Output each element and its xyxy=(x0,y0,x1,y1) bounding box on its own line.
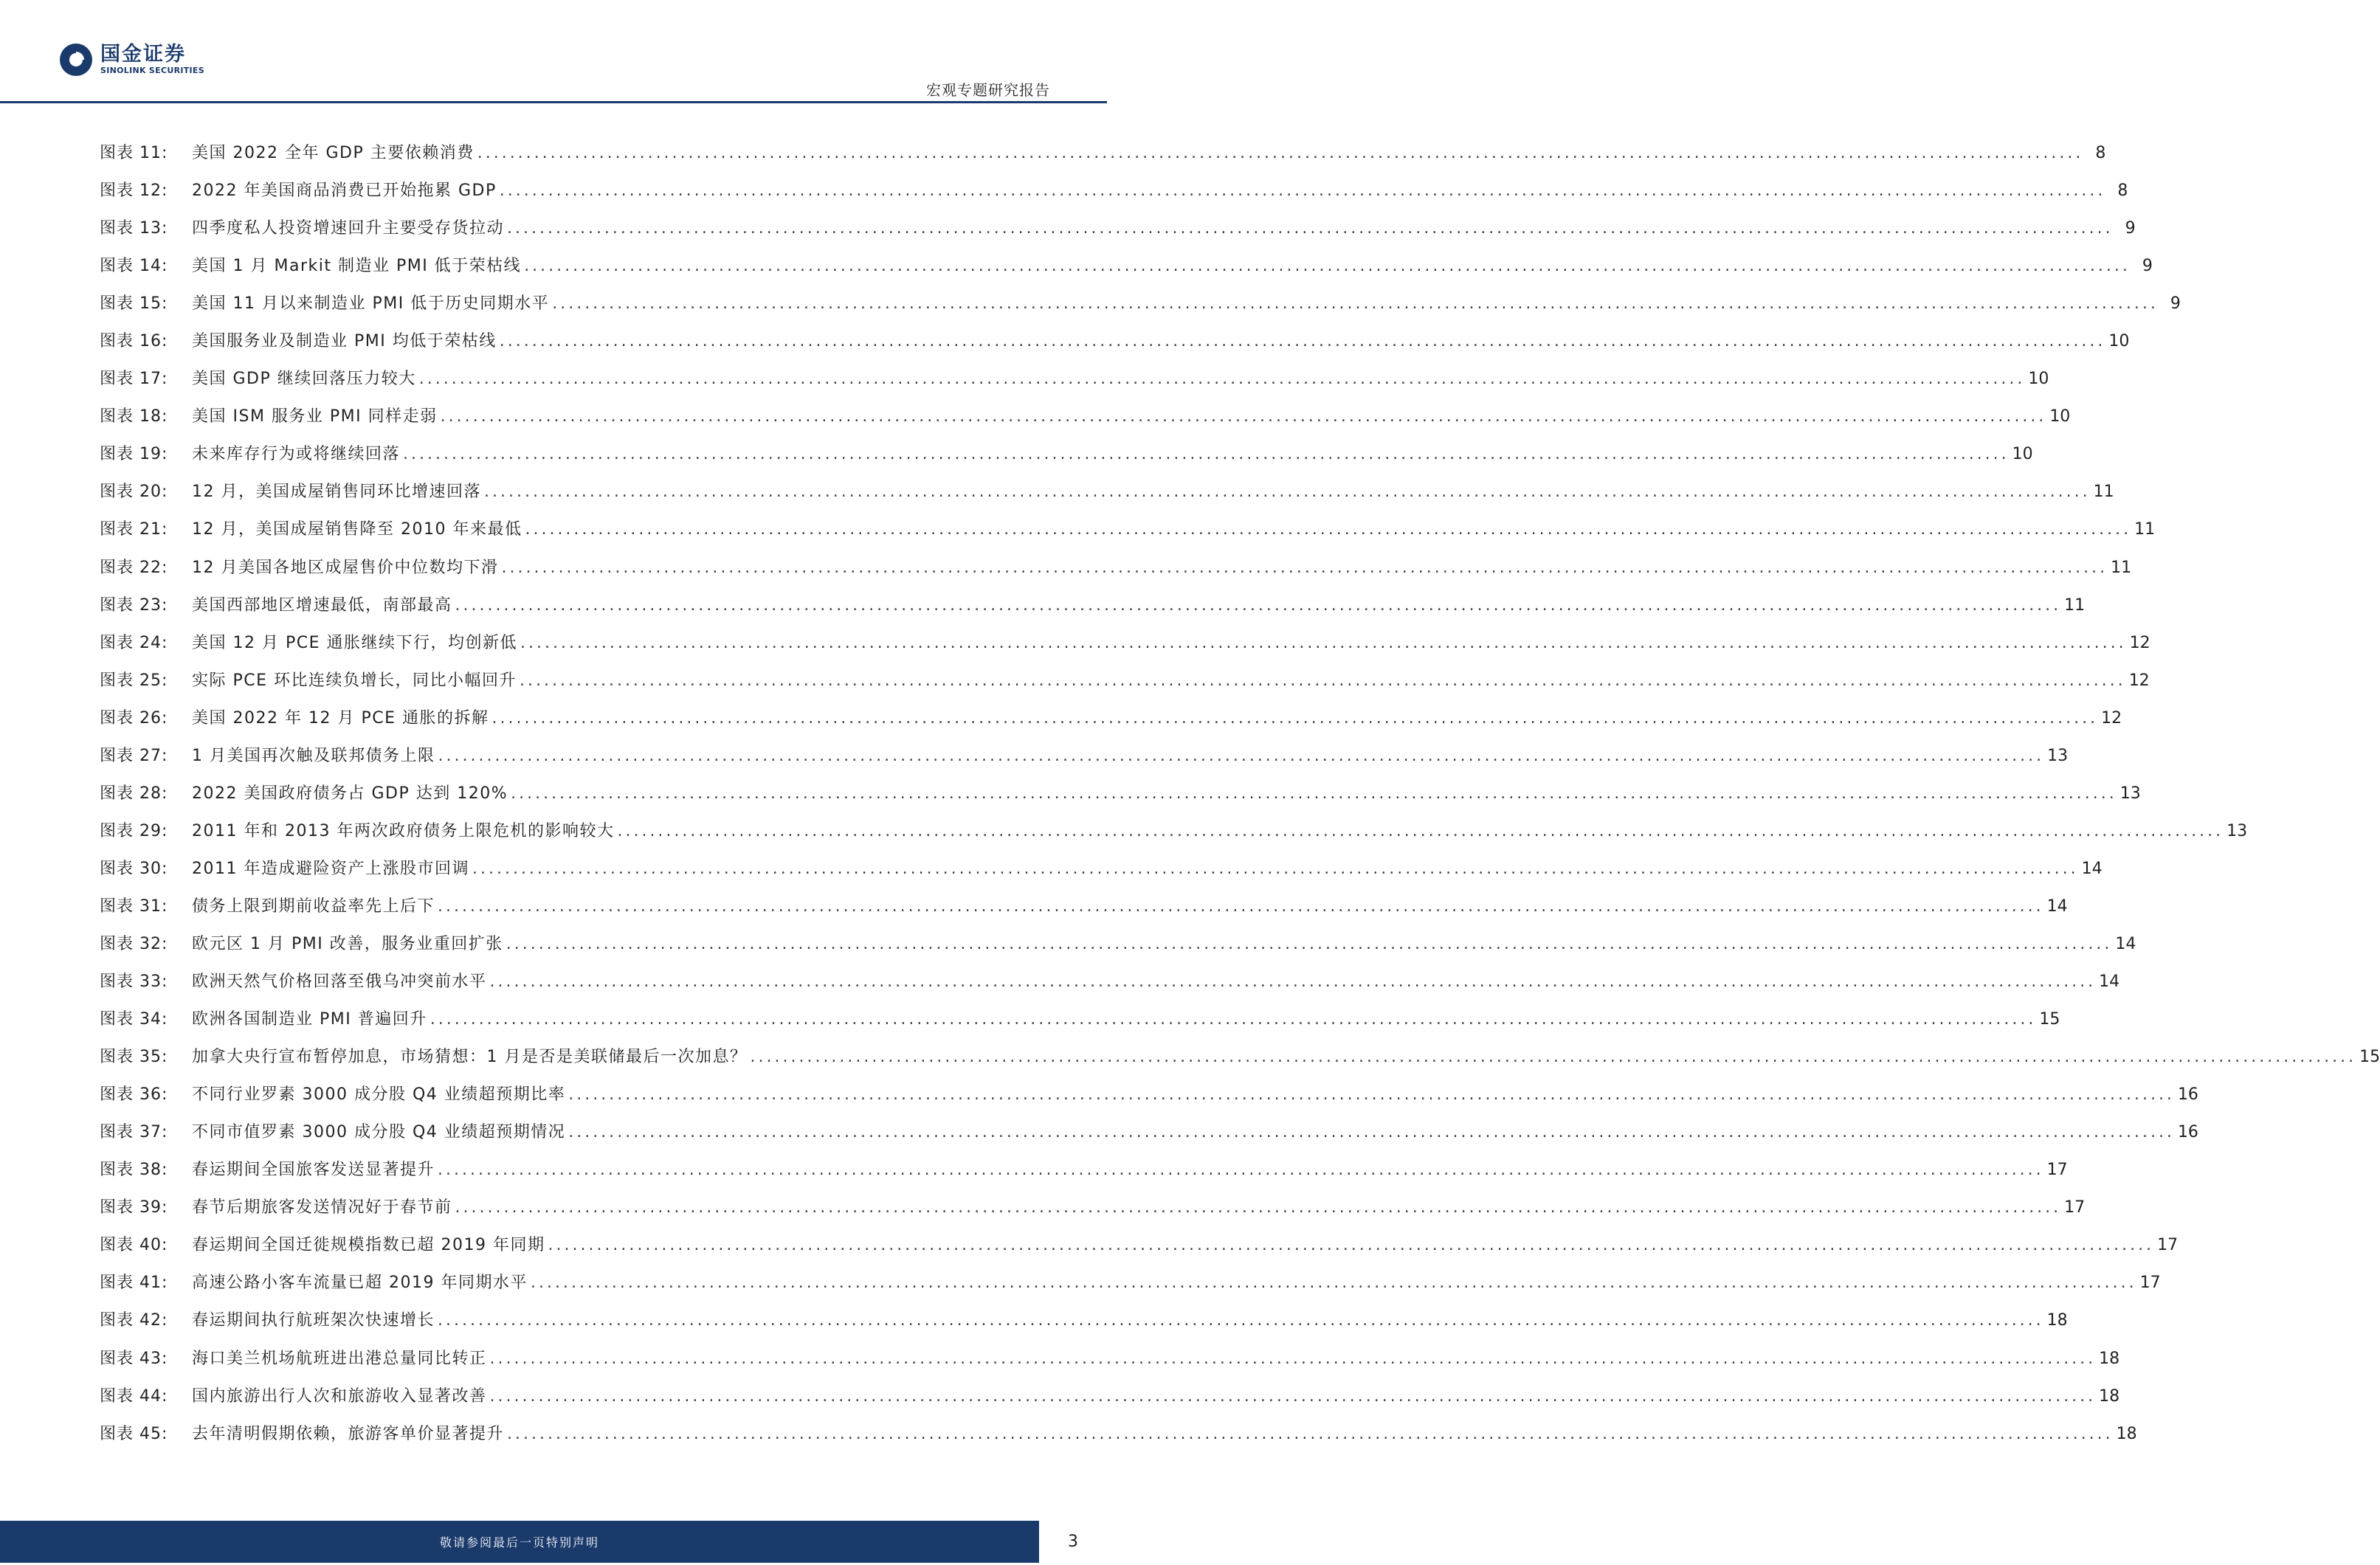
toc-entry-title[interactable]: 加拿大央行宣布暂停加息，市场猜想：1 月是否是美联储最后一次加息？ xyxy=(192,1048,748,1067)
toc-entry[interactable] xyxy=(100,854,2103,892)
header-divider xyxy=(0,101,1107,103)
toc-entry-label: 图表 31: xyxy=(100,896,168,916)
toc-entry-title[interactable]: 美国 ISM 服务业 PMI 同样走弱 xyxy=(192,407,438,426)
toc-entry[interactable] xyxy=(100,1382,2120,1420)
toc-dot-leader xyxy=(441,402,2047,432)
toc-entry-label: 图表 33: xyxy=(100,972,168,992)
toc-entry[interactable] xyxy=(100,1043,2380,1080)
toc-dot-leader xyxy=(520,666,2126,696)
toc-entry-title[interactable]: 12 月美国各地区成屋售价中位数均下滑 xyxy=(192,558,499,577)
logo-english-name: SINOLINK SECURITIES xyxy=(100,66,204,75)
toc-entry-label: 图表 43: xyxy=(100,1349,168,1368)
toc-entry-page[interactable]: 12 xyxy=(2128,671,2150,690)
toc-entry-page[interactable]: 18 xyxy=(2099,1349,2120,1368)
toc-entry-page[interactable]: 8 xyxy=(2095,144,2106,162)
toc-entry-page[interactable]: 18 xyxy=(2046,1311,2068,1330)
toc-entry[interactable] xyxy=(100,365,2049,402)
toc-dot-leader xyxy=(490,967,2097,997)
toc-dot-leader xyxy=(455,1193,2062,1223)
toc-entry-title[interactable]: 实际 PCE 环比连续负增长，同比小幅回升 xyxy=(192,671,517,690)
toc-entry-label: 图表 40: xyxy=(100,1236,168,1255)
logo-chinese-name: 国金证券 xyxy=(100,43,186,66)
toc-entry[interactable] xyxy=(100,289,2181,327)
disclaimer-note: 敬请参阅最后一页特别声明 xyxy=(439,1535,599,1550)
toc-entry-label: 图表 21: xyxy=(100,520,168,539)
toc-entry-page[interactable]: 10 xyxy=(2012,445,2033,464)
toc-entry-page[interactable]: 9 xyxy=(2142,257,2153,276)
toc-entry[interactable] xyxy=(100,1155,2068,1193)
toc-entry-page[interactable]: 14 xyxy=(2099,972,2120,992)
toc-entry[interactable] xyxy=(100,1268,2161,1306)
toc-dot-leader xyxy=(502,553,2108,583)
toc-entry-label: 图表 15: xyxy=(100,294,168,314)
toc-entry-title[interactable]: 美国 2022 年 12 月 PCE 通胀的拆解 xyxy=(192,708,489,728)
toc-entry-label: 图表 22: xyxy=(100,558,168,577)
toc-entry-label: 图表 28: xyxy=(100,784,168,803)
toc-entry[interactable] xyxy=(100,1118,2198,1155)
toc-entry[interactable] xyxy=(100,892,2068,930)
toc-entry[interactable] xyxy=(100,1080,2198,1118)
toc-entry-page[interactable]: 16 xyxy=(2177,1085,2198,1105)
toc-entry[interactable] xyxy=(100,440,2033,477)
toc-entry[interactable] xyxy=(100,666,2150,704)
toc-entry-label: 图表 19: xyxy=(100,445,168,464)
toc-entry-title[interactable]: 美国西部地区增速最低，南部最高 xyxy=(192,595,452,615)
toc-entry-title[interactable]: 美国 1 月 Markit 制造业 PMI 低于荣枯线 xyxy=(192,257,522,276)
toc-entry-title[interactable]: 美国服务业及制造业 PMI 均低于荣枯线 xyxy=(192,332,497,351)
toc-dot-leader xyxy=(438,1306,2044,1336)
toc-entry[interactable] xyxy=(100,967,2120,1005)
toc-entry[interactable] xyxy=(100,402,2071,440)
toc-entry-page[interactable]: 11 xyxy=(2093,483,2114,502)
toc-entry-page[interactable]: 11 xyxy=(2134,520,2156,539)
toc-entry[interactable] xyxy=(100,553,2132,591)
toc-entry-title[interactable]: 美国 11 月以来制造业 PMI 低于历史同期水平 xyxy=(192,294,550,314)
toc-dot-leader xyxy=(438,742,2045,771)
toc-entry-page[interactable]: 17 xyxy=(2157,1236,2179,1255)
toc-entry-label: 图表 39: xyxy=(100,1198,168,1217)
toc-entry-title[interactable]: 2011 年和 2013 年两次政府债务上限危机的影响较大 xyxy=(192,821,615,840)
toc-entry-page[interactable]: 14 xyxy=(2081,859,2103,878)
toc-dot-leader xyxy=(491,704,2098,733)
toc-dot-leader xyxy=(617,817,2224,846)
toc-entry[interactable] xyxy=(100,1005,2060,1043)
toc-entry-title[interactable]: 1 月美国再次触及联邦债务上限 xyxy=(192,746,435,765)
toc-entry-label: 图表 16: xyxy=(100,332,168,351)
toc-entry-title[interactable]: 四季度私人投资增速回升主要受存货拉动 xyxy=(192,219,505,238)
toc-entry-title[interactable]: 2022 年美国商品消费已开始拖累 GDP xyxy=(192,182,497,201)
toc-entry-label: 图表 38: xyxy=(100,1161,168,1180)
toc-entry[interactable] xyxy=(100,817,2248,854)
toc-entry-title[interactable]: 美国 2022 全年 GDP 主要依赖消费 xyxy=(192,144,475,162)
toc-dot-leader xyxy=(507,214,2114,243)
toc-entry-page[interactable]: 9 xyxy=(2125,219,2136,238)
toc-dot-leader xyxy=(511,779,2117,809)
company-logo xyxy=(59,43,204,77)
toc-entry-title[interactable]: 2011 年造成避险资产上涨股市回调 xyxy=(192,859,469,878)
toc-entry-page[interactable]: 11 xyxy=(2064,595,2086,615)
toc-entry-page[interactable]: 15 xyxy=(2359,1048,2380,1067)
toc-entry-page[interactable]: 18 xyxy=(2099,1386,2120,1406)
toc-entry-label: 图表 25: xyxy=(100,671,168,690)
toc-entry-title[interactable]: 欧洲各国制造业 PMI 普遍回升 xyxy=(192,1010,427,1029)
toc-entry-title[interactable]: 美国 12 月 PCE 通胀继续下行，均创新低 xyxy=(192,633,517,652)
toc-entry-label: 图表 45: xyxy=(100,1424,168,1443)
toc-dot-leader xyxy=(524,252,2131,281)
toc-entry-page[interactable]: 9 xyxy=(2170,294,2181,314)
toc-entry-page[interactable]: 11 xyxy=(2111,558,2132,577)
toc-entry[interactable] xyxy=(100,176,2128,214)
toc-dot-leader xyxy=(751,1043,2357,1072)
toc-entry-title[interactable]: 春运期间全国迁徙规模指数已超 2019 年同期 xyxy=(192,1236,545,1255)
report-type: 宏观专题研究报告 xyxy=(926,81,1050,99)
toc-entry-label: 图表 13: xyxy=(100,219,168,238)
toc-entry[interactable] xyxy=(100,591,2086,629)
toc-entry-page[interactable]: 17 xyxy=(2139,1274,2161,1293)
toc-entry[interactable] xyxy=(100,704,2122,742)
toc-dot-leader xyxy=(472,854,2079,884)
toc-entry-label: 图表 24: xyxy=(100,633,168,652)
toc-entry-label: 图表 27: xyxy=(100,746,168,765)
toc-entry-label: 图表 18: xyxy=(100,407,168,426)
toc-entry-label: 图表 35: xyxy=(100,1048,168,1067)
page-header xyxy=(0,0,1107,103)
toc-entry-page[interactable]: 13 xyxy=(2226,821,2248,840)
toc-entry-label: 图表 37: xyxy=(100,1123,168,1142)
toc-entry-title[interactable]: 债务上限到期前收益率先上后下 xyxy=(192,896,435,916)
toc-entry[interactable] xyxy=(100,1420,2137,1457)
toc-dot-leader xyxy=(477,139,2084,168)
toc-entry[interactable] xyxy=(100,1306,2068,1344)
toc-entry-title[interactable]: 不同市值罗素 3000 成分股 Q4 业绩超预期情况 xyxy=(192,1123,566,1142)
toc-entry-title[interactable]: 春节后期旅客发送情况好于春节前 xyxy=(192,1198,452,1217)
toc-entry-page[interactable]: 12 xyxy=(2129,633,2150,652)
toc-entry-label: 图表 23: xyxy=(100,595,168,615)
toc-dot-leader xyxy=(430,1005,2037,1034)
toc-entry-page[interactable]: 17 xyxy=(2046,1161,2068,1180)
toc-entry-page[interactable]: 14 xyxy=(2046,896,2068,916)
toc-entry[interactable] xyxy=(100,779,2141,817)
toc-dot-leader xyxy=(525,515,2131,545)
figure-list xyxy=(100,139,2380,1457)
toc-entry[interactable] xyxy=(100,930,2136,967)
toc-entry-label: 图表 36: xyxy=(100,1085,168,1105)
toc-dot-leader xyxy=(403,440,2010,469)
toc-entry-title[interactable]: 12 月，美国成屋销售同环比增速回落 xyxy=(192,483,481,502)
sinolink-logo-icon xyxy=(59,43,93,77)
toc-dot-leader xyxy=(484,477,2091,507)
toc-entry-page[interactable]: 15 xyxy=(2039,1010,2060,1029)
toc-dot-leader xyxy=(419,365,2026,394)
toc-entry-label: 图表 41: xyxy=(100,1274,168,1293)
toc-dot-leader xyxy=(506,930,2113,959)
toc-entry-label: 图表 20: xyxy=(100,483,168,502)
toc-entry-page[interactable]: 8 xyxy=(2117,182,2128,201)
toc-entry-page[interactable]: 10 xyxy=(2108,332,2130,351)
page-footer xyxy=(0,1521,1107,1565)
toc-entry-page[interactable]: 10 xyxy=(2049,407,2071,426)
toc-entry-title[interactable]: 去年清明假期依赖，旅游客单价显著提升 xyxy=(192,1424,505,1443)
toc-dot-leader xyxy=(438,892,2044,922)
toc-entry-title[interactable]: 欧洲天然气价格回落至俄乌冲突前水平 xyxy=(192,972,487,992)
toc-entry-page[interactable]: 10 xyxy=(2028,370,2049,389)
page-number: 3 xyxy=(1068,1533,1078,1551)
toc-entry-label: 图表 12: xyxy=(100,182,168,201)
toc-entry-page[interactable]: 13 xyxy=(2047,746,2069,765)
toc-entry-title[interactable]: 未来库存行为或将继续回落 xyxy=(192,445,401,464)
toc-dot-leader xyxy=(568,1118,2175,1147)
toc-entry-page[interactable]: 14 xyxy=(2115,934,2136,953)
toc-dot-leader xyxy=(552,289,2159,319)
toc-dot-leader xyxy=(438,1155,2044,1185)
toc-entry[interactable] xyxy=(100,1344,2120,1382)
toc-entry-label: 图表 29: xyxy=(100,821,168,840)
toc-entry-page[interactable]: 18 xyxy=(2116,1424,2137,1443)
toc-entry[interactable] xyxy=(100,1231,2179,1268)
toc-dot-leader xyxy=(548,1231,2154,1260)
toc-entry-title[interactable]: 春运期间执行航班架次快速增长 xyxy=(192,1311,435,1330)
toc-entry[interactable] xyxy=(100,629,2150,666)
toc-entry-title[interactable]: 2022 美国政府债务占 GDP 达到 120% xyxy=(192,784,508,803)
toc-entry-page[interactable]: 12 xyxy=(2101,708,2122,728)
toc-entry-label: 图表 14: xyxy=(100,257,168,276)
toc-entry-label: 图表 11: xyxy=(100,144,168,162)
toc-dot-leader xyxy=(490,1382,2097,1412)
footer-bar xyxy=(0,1521,1039,1563)
toc-dot-leader xyxy=(455,591,2062,621)
toc-entry-label: 图表 42: xyxy=(100,1311,168,1330)
toc-entry[interactable] xyxy=(100,742,2069,779)
toc-entry-page[interactable]: 17 xyxy=(2064,1198,2086,1217)
toc-entry-page[interactable]: 16 xyxy=(2177,1123,2198,1142)
toc-entry-title[interactable]: 12 月，美国成屋销售降至 2010 年来最低 xyxy=(192,520,522,539)
toc-entry-label: 图表 32: xyxy=(100,934,168,953)
toc-entry-title[interactable]: 春运期间全国旅客发送显著提升 xyxy=(192,1161,435,1180)
toc-entry-label: 图表 17: xyxy=(100,370,168,389)
toc-entry-label: 图表 30: xyxy=(100,859,168,878)
toc-entry-title[interactable]: 国内旅游出行人次和旅游收入显著改善 xyxy=(192,1386,487,1406)
toc-entry-title[interactable]: 不同行业罗素 3000 成分股 Q4 业绩超预期比率 xyxy=(192,1085,566,1105)
toc-dot-leader xyxy=(490,1344,2097,1374)
toc-entry[interactable] xyxy=(100,139,2106,176)
toc-dot-leader xyxy=(520,629,2127,658)
toc-entry-label: 图表 26: xyxy=(100,708,168,728)
toc-entry[interactable] xyxy=(100,252,2153,289)
toc-dot-leader xyxy=(507,1420,2114,1449)
toc-entry[interactable] xyxy=(100,327,2130,365)
toc-entry-title[interactable]: 海口美兰机场航班进出港总量同比转正 xyxy=(192,1349,487,1368)
toc-dot-leader xyxy=(500,327,2106,356)
toc-entry[interactable] xyxy=(100,214,2136,252)
toc-entry[interactable] xyxy=(100,1193,2086,1231)
toc-entry-label: 图表 44: xyxy=(100,1386,168,1406)
toc-entry-title[interactable]: 高速公路小客车流量已超 2019 年同期水平 xyxy=(192,1274,528,1293)
toc-dot-leader xyxy=(500,176,2106,206)
toc-entry-label: 图表 34: xyxy=(100,1010,168,1029)
toc-entry[interactable] xyxy=(100,515,2156,553)
toc-dot-leader xyxy=(531,1268,2137,1298)
toc-entry-title[interactable]: 欧元区 1 月 PMI 改善，服务业重回扩张 xyxy=(192,934,503,953)
toc-entry-page[interactable]: 13 xyxy=(2119,784,2141,803)
toc-entry[interactable] xyxy=(100,477,2114,515)
toc-dot-leader xyxy=(568,1080,2175,1110)
toc-entry-title[interactable]: 美国 GDP 继续回落压力较大 xyxy=(192,370,416,389)
